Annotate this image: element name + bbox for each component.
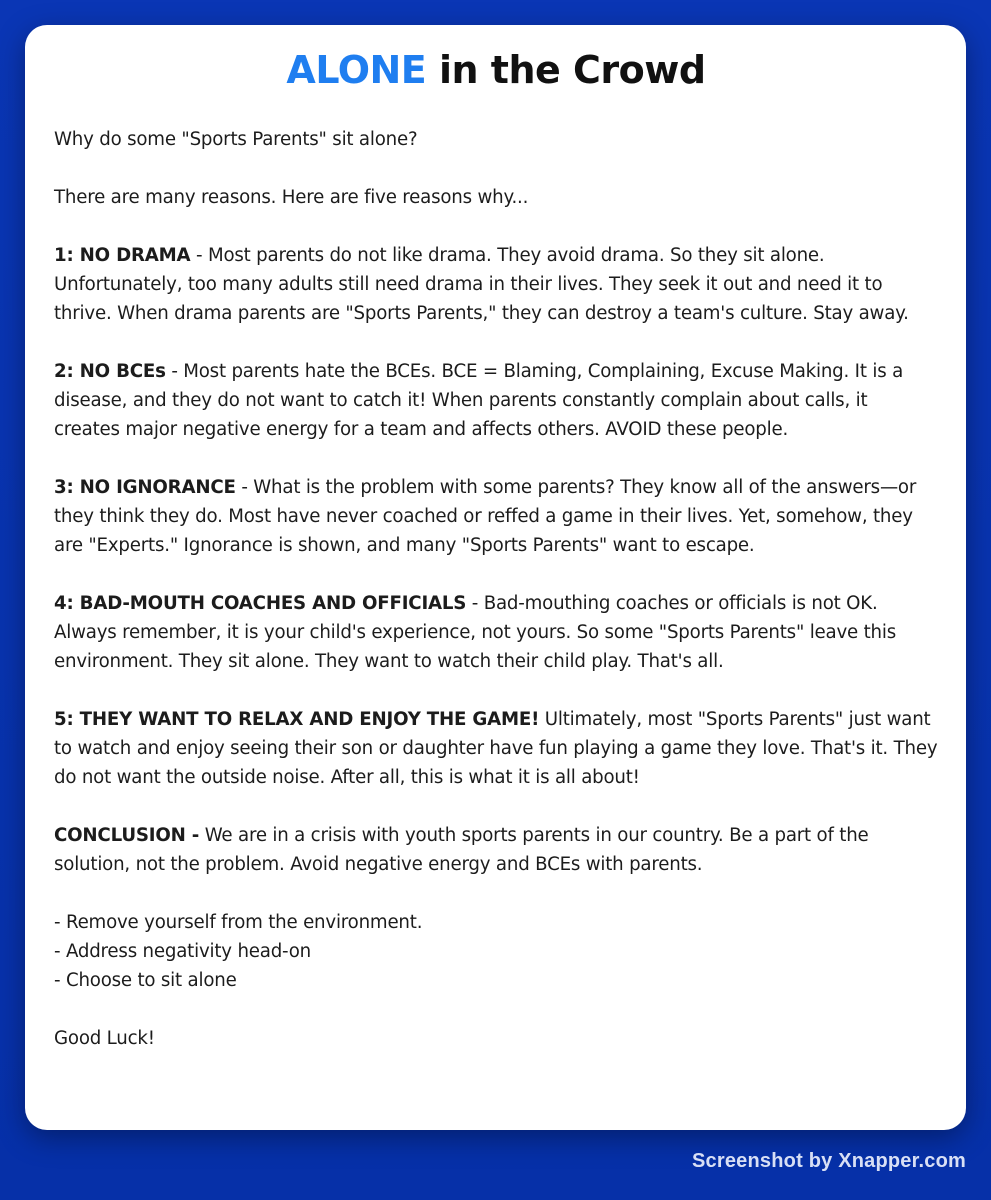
reason-3	[54, 473, 938, 560]
intro-lead: There are many reasons. Here are five reasons why...	[54, 187, 529, 208]
conclusion-heading: CONCLUSION -	[54, 825, 200, 846]
reason-5	[54, 705, 938, 792]
tip-2: - Address negativity head-on	[54, 941, 311, 962]
conclusion-text: We are in a crisis with youth sports parents in our country. Be a part of the solution, not the problem. Avoid negative energy and BCEs with parents.	[54, 825, 869, 875]
reason-2-heading: 2: NO BCEs	[54, 361, 166, 382]
reason-3-heading: 3: NO IGNORANCE	[54, 477, 236, 498]
post-card	[25, 25, 966, 1130]
conclusion	[54, 821, 938, 879]
reason-4	[54, 589, 938, 676]
title-accent: ALONE	[286, 48, 427, 92]
signoff: Good Luck!	[54, 1028, 155, 1049]
reason-2-text: - Most parents hate the BCEs. BCE = Blaming, Complaining, Excuse Making. It is a disease, and they do not want to catch it! When parents constantly complain about calls, it creates major negative energy for a team and affects others. AVOID these people.	[54, 361, 904, 440]
reason-5-heading: 5: THEY WANT TO RELAX AND ENJOY THE GAME!	[54, 709, 540, 730]
reason-2	[54, 357, 938, 444]
reason-4-heading: 4: BAD-MOUTH COACHES AND OFFICIALS	[54, 593, 467, 614]
tip-3: - Choose to sit alone	[54, 970, 237, 991]
post-body	[54, 125, 938, 1053]
title-rest: in the Crowd	[426, 48, 706, 92]
reason-1	[54, 241, 938, 328]
reason-1-heading: 1: NO DRAMA	[54, 245, 191, 266]
reason-5-text: Ultimately, most "Sports Parents" just want to watch and enjoy seeing their son or daughter have fun playing a game they love. That's it. They do not want the outside noise. After all, this is what it is all about!	[54, 709, 938, 788]
intro-question: Why do some "Sports Parents" sit alone?	[54, 129, 418, 150]
reason-3-text: - What is the problem with some parents? They know all of the answers—or they think they do. Most have never coached or reffed a game in their lives. Yet, somehow, they are "Experts." Ignorance is shown, and many "Sports Parents" want to escape.	[54, 477, 917, 556]
page-title	[54, 45, 938, 95]
tip-1: - Remove yourself from the environment.	[54, 912, 423, 933]
reason-1-text: - Most parents do not like drama. They avoid drama. So they sit alone. Unfortunately, too many adults still need drama in their lives. They seek it out and need it to thrive. When drama parents are "Sports Parents," they can destroy a team's culture. Stay away.	[54, 245, 909, 324]
reason-4-text: - Bad-mouthing coaches or officials is not OK. Always remember, it is your child's experience, not yours. So some "Sports Parents" leave this environment. They sit alone. They want to watch their child play. That's all.	[54, 593, 896, 672]
screenshot-credit: Screenshot by Xnapper.com	[692, 1150, 966, 1172]
